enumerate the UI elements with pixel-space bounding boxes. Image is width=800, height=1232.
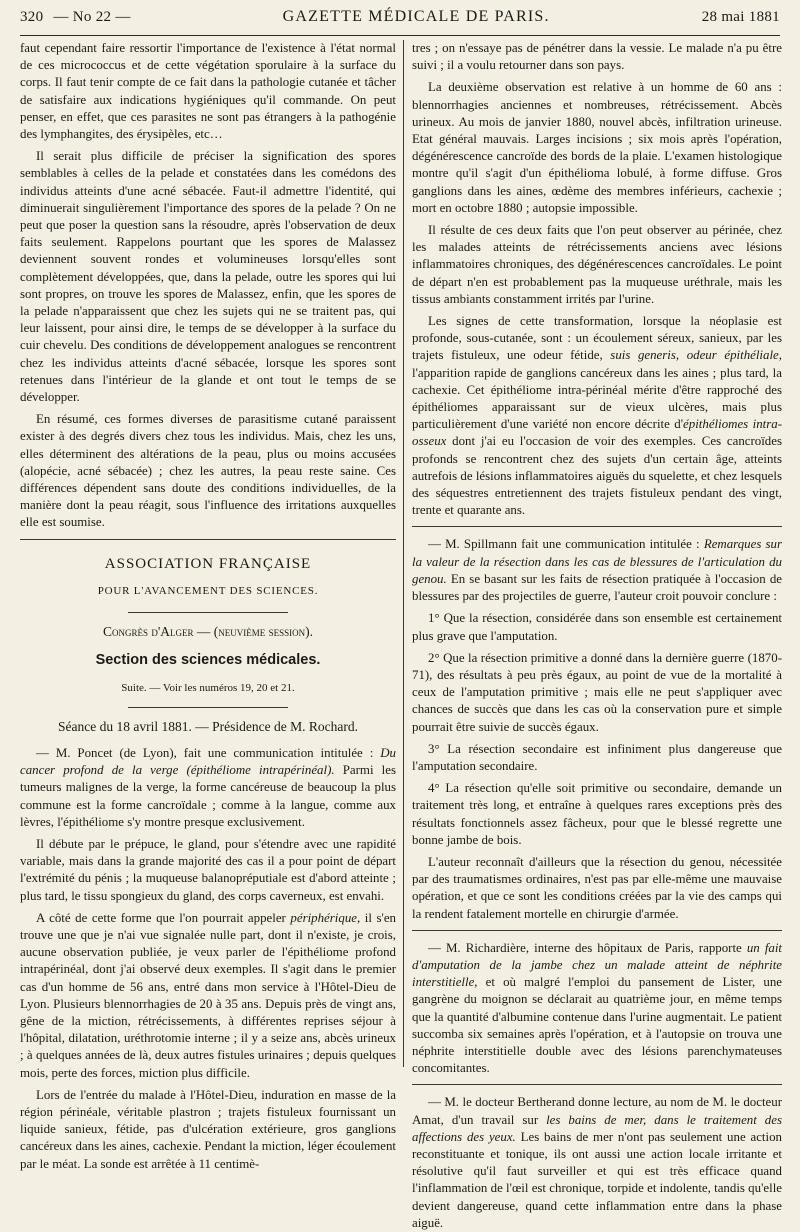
spillmann-intro: — M. Spillmann fait une communication intitulée : xyxy=(428,537,704,552)
p6-rest: il s'en trouve une que je n'ai vue signalée nulle part, dont il n'existe, je crois, aucune observation publiée, je veux parler de l'épithéliome profond intrapérinéal, dont j'ai observé deux exemples. Il s'agit dans le premier cas d'un homme de 56 ans, entré dans mon service à l'Hôtel-Dieu de Lyon. Plusieurs blennorrhagies de 20 à 35 ans. Depuis près de vingt ans, gêne de la miction, rétrécissements, à différentes reprises séjour à l'hôpital, dilatation, uréthrotomie interne ; il y a seize ans, abcès urineux ; à quelques années de là, deux autres fistules urinaires ; depuis quelques mois, perte des forces, miction plus difficile. xyxy=(20,910,396,1080)
continuation-note: Suite. — Voir les numéros 19, 20 et 21. xyxy=(121,681,295,694)
journal-title: GAZETTE MÉDICALE DE PARIS. xyxy=(282,8,550,25)
issue-date: 28 mai 1881 xyxy=(701,9,780,25)
spillmann-title: Remarques sur la valeur de la résection dans les cas de blessures de l'articulation du genou. xyxy=(412,537,783,586)
p4-italic-1: suis generis, odeur épithéliale, xyxy=(610,348,782,363)
bertherand-title: les bains de mer, dans le traitement des affections des yeux. xyxy=(412,1112,782,1144)
right-paragraph-6: L'auteur reconnaît d'ailleurs que la résection du genou, nécessitée par des traumatismes ordinaires, n'est pas par elle-même une mauvaise opération, et que ce sont les conditions créées par la vie des camps qui la rendent fatalement mortelle en chirurgie d'armée. xyxy=(412,854,782,921)
p4-italic-2: épithéliomes intra-osseux xyxy=(412,417,782,449)
right-separator-3 xyxy=(412,1084,782,1085)
bertherand-text: Les bains de mer n'ont pas seulement une action reconstituante et tonique, ils ont aussi une action locale irritante et résolutive qu'il faut surveiller et qui est très efficace quand l'inflammation de l'œil est chronique, torpide et indolente, tandis qu'elle devient dangereuse, quand cette inflammation entre dans la phase aiguë. xyxy=(412,1129,782,1230)
page-header xyxy=(20,8,780,32)
poncet-title: Du cancer profond de la verge (épithéliome intrapérinéal). xyxy=(20,745,396,778)
left-paragraph-3: En résumé, ces formes diverses de parasitisme cutané paraissent exister à des degrés divers chez tous les individus. Mais, chez les uns, elles déterminent des altérations de la peau, plus ou moins accusées (alopécie, acné sébacée) ; chez les autres, la peau reste saine. Ces différences dépendent sans doute des conditions individuelles, de la manière dont la peau réagit, sous l'influence des irritations auxquelles elle est soumise. xyxy=(20,412,396,530)
session-heading: Séance du 18 avril 1881. — Présidence de M. Rochard. xyxy=(58,718,358,734)
p4-start: Les signes de cette transformation, lorsque la néoplasie est profonde, sous-cutanée, sont : un écoulement séreux, sanieux, par les trajets fistuleux, une odeur fétide, xyxy=(412,314,782,363)
heading-rule xyxy=(128,612,288,613)
left-column xyxy=(20,40,396,1171)
association-subheading: POUR L'AVANCEMENT DES SCIENCES. xyxy=(97,584,319,597)
article-separator xyxy=(20,539,396,540)
conclusion-4: 4° La résection qu'elle soit primitive ou secondaire, demande un traitement très long, et entraîne à quelques rares exceptions près des résultats fonctionnels assez fâcheux, pour que le blessé regrette une bonne jambe de bois. xyxy=(412,781,782,847)
conclusion-1: 1° Que la résection, considérée dans son ensemble est certainement plus grave que l'amputation. xyxy=(412,611,782,643)
right-paragraph-2: La deuxième observation est relative à un homme de 60 ans : blennorrhagies anciennes et nombreuses, rétrécissement. Abcès urineux. Au mois de janvier 1880, nouvel abcès, infiltration urineuse. Etat général mauvais. Larges incisions ; six mois après l'opération, dégénérescence cancroïde des bords de la plaie. L'examen histologique montre qu'il s'agit d'un épithélioma lobulé, à forme diffuse. Gros ganglions dans les aines, œdème des membres inférieurs, cachexie ; mort en octobre 1880 ; autopsie impossible. xyxy=(412,80,782,215)
p6-start: A côté de cette forme que l'on pourrait appeler xyxy=(36,910,291,925)
left-paragraph-7: Lors de l'entrée du malade à l'Hôtel-Dieu, induration en masse de la région périnéale, véritable plastron ; trajets fistuleux fournissant un liquide sanieux, fétide, pas d'ulcération extérieure, gros ganglions cancéreux dans les aines, cachexie. Pendant la miction, léger écoulement par le méat. La sonde est arrêtée à 11 centimè- xyxy=(20,1087,396,1171)
spillmann-text: En se basant sur les faits de résection pratiquée à l'occasion de blessures par des projectiles de guerre, l'auteur croit pouvoir conclure : xyxy=(412,571,782,604)
spillmann-paragraph xyxy=(412,536,782,605)
richardiere-paragraph xyxy=(412,940,782,1078)
poncet-intro: — M. Poncet (de Lyon), fait une communication intitulée : xyxy=(36,745,381,760)
issue-number: — No 22 — xyxy=(53,9,131,25)
right-separator-1 xyxy=(412,526,782,527)
p4-end: dont j'ai eu l'occasion de voir des exemples. Ces cancroïdes profonds se rencontrent chez des sujets d'un certain âge, atteints autrefois de lésions inflammatoires aiguës du squelette, et chez lesquels des séquestres entretiennent des trajets fistuleux pendant des vingt, trente et quarante ans. xyxy=(412,434,782,518)
richardiere-title: un fait d'amputation de la jambe chez un malade atteint de néphrite interstitielle, xyxy=(412,940,783,990)
p6-italic: périphérique, xyxy=(290,910,361,925)
section-heading: Section des sciences médicales. xyxy=(95,652,321,669)
column-divider xyxy=(403,40,404,1067)
richardiere-text: et où malgré l'emploi du pansement de Lister, une gangrène du moignon se déclarait au quatrième jour, en même temps que la quantité d'albumine contenue dans l'urine augmentait. Le patient succomba six semaines après l'opération, et à l'autopsie on trouva une néphrite interstitielle double avec des lésions parenchymateuses concomitantes. xyxy=(412,975,782,1076)
right-paragraph-4 xyxy=(412,313,782,519)
left-paragraph-1: faut cependant faire ressortir l'importance de l'existence à l'état normal de ces micrococcus et de cette végétation sporulaire à la surface du corps. Il faut tenir compte de ce fait dans la pathologie cutanée et tâcher de satisfaire aux indications hygiéniques qu'il commande. On peut penser, en effet, que ces parasites ne sont pas étrangers à la pathogénie des lymphangites, des érysipèles, etc… xyxy=(20,41,396,142)
richardiere-intro: — M. Richardière, interne des hôpitaux de Paris, rapporte xyxy=(428,940,747,955)
conclusion-2: 2° Que la résection primitive a donné dans la dernière guerre (1870-71), des résultats à peu près égaux, au point de vue de la mortalité à ceux de l'amputation primitive ; mais elle ne peut s'appliquer avec chances de succès que dans les cas où la conservation pure et simple pourrait être suivie de succès égaux. xyxy=(412,650,782,734)
bertherand-intro: — M. le docteur Bertherand donne lecture, au nom de M. le docteur Amat, d'un travail sur xyxy=(412,1095,782,1127)
poncet-text: Parmi les tumeurs malignes de la verge, la forme cancéreuse de beaucoup la plus commune est la forme cancroïdale ; comme à la langue, comme aux lèvres, l'épithéliome s'y montre presque exclusivement. xyxy=(20,763,396,829)
congress-heading: Congrès d'Alger — (neuvième session). xyxy=(102,624,314,640)
left-paragraph-6 xyxy=(20,910,396,1082)
header-rule xyxy=(20,35,780,36)
association-heading: ASSOCIATION FRANÇAISE xyxy=(104,555,312,572)
conclusion-3: 3° La résection secondaire est infiniment plus dangereuse que l'amputation secondaire. xyxy=(412,741,782,773)
right-paragraph-1: tres ; on n'essaye pas de pénétrer dans la vessie. Le malade n'a pu être suivi ; il a voulu retourner dans son pays. xyxy=(412,41,782,73)
p4-middle: l'apparition rapide de ganglions cancéreux dans les aines ; plus tard, la cachexie. Cet épithéliome intra-périnéal mérite d'être rapproché des épithéliomes apparaissant sur de vieux ulcères, mais plus particulièrement d'une variété non encore décrite d' xyxy=(412,365,782,432)
heading-rule-2 xyxy=(128,707,288,708)
left-paragraph-2: Il serait plus difficile de préciser la signification des spores semblables à celles de la pelade et constatées dans les comédons des individus atteints d'une acné sébacée. Faut-il admettre l'identité, qui diminuerait singulièrement l'importance des spores de la pelade ? On ne peut que poser la question sans la résoudre, après l'observation de deux faits seulement. Rappelons pourtant que les spores de Malassez deviennent souvent rondes et volumineuses lorsqu'elles sont complètement développées, que, dans la pelade, outre les spores qui lui sont propres, on trouve les spores de Malassez, enfin, que les spores de la pelade n'apparaissent que chez les sujets qui ne se traitent pas, qui leur laissent, pour ainsi dire, le temps de se développer à la surface du cuir chevelu. Des conditions de développement analogues se rencontrent chez les individus atteints d'acné sébacée, lorsque les spores sont retenues dans l'intérieur de la glande et ont tout le temps de se développer. xyxy=(20,149,396,405)
page-number: 320 xyxy=(20,9,44,25)
right-paragraph-3: Il résulte de ces deux faits que l'on peut observer au périnée, chez les malades atteints de rétrécissements anciens avec lésions inflammatoires chroniques, des dégénérescences cancroïdales. Le point de départ n'en est probablement pas la muqueuse uréthrale, mais les tissus ambiants constamment irrités par l'urine. xyxy=(412,223,782,306)
right-column xyxy=(412,40,783,1230)
right-separator-2 xyxy=(412,930,782,931)
bertherand-paragraph xyxy=(412,1094,782,1232)
left-paragraph-5: Il débute par le prépuce, le gland, pour s'étendre avec une rapidité variable, mais dans la grande majorité des cas il a pour point de départ l'extrémité du pénis ; la muqueuse balanopréputiale est d'abord atteinte ; plus tard, le tissu spongieux du gland, des corps caverneux, est envahi. xyxy=(20,836,396,903)
poncet-paragraph xyxy=(20,745,396,831)
